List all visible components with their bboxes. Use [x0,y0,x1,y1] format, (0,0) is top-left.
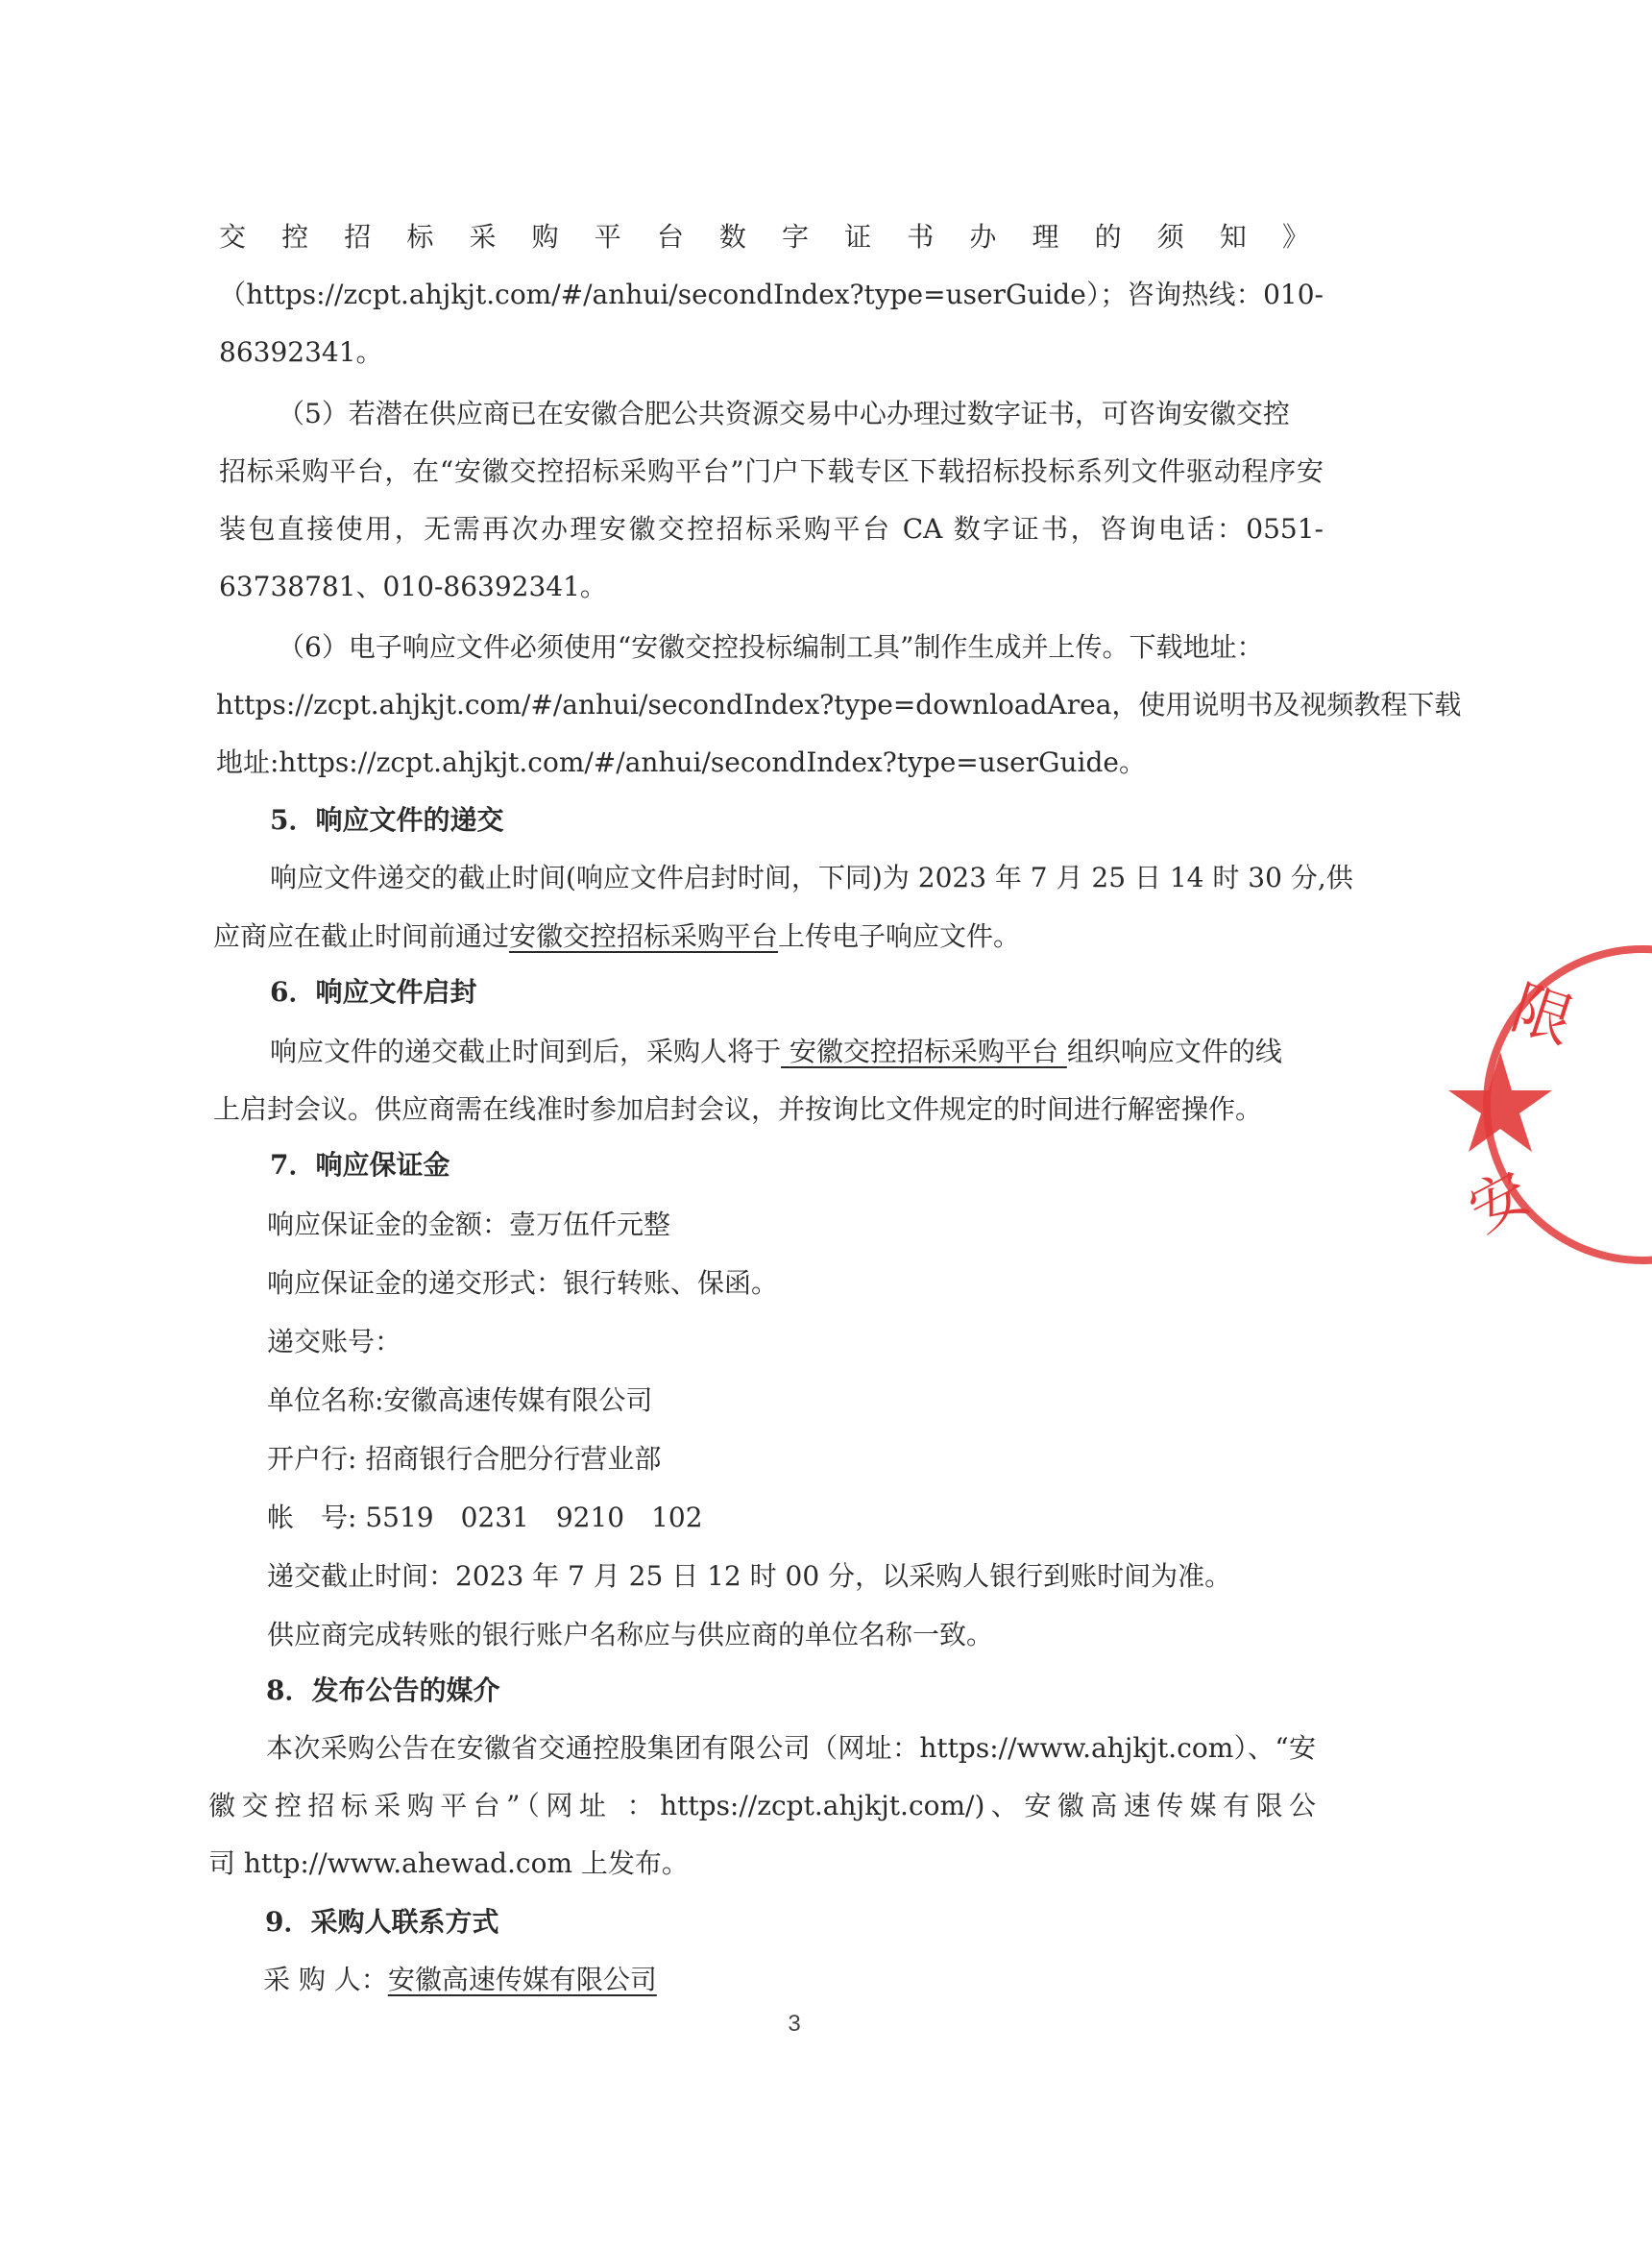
text-line: 开户行: 招商银行合肥分行营业部 [267,1443,662,1475]
text-line: 单位名称:安徽高速传媒有限公司 [267,1384,653,1416]
section-heading: 5．响应文件的递交 [270,804,504,836]
text-line: 上启封会议。供应商需在线准时参加启封会议，并按询比文件规定的时间进行解密操作。 [213,1093,1263,1125]
company-seal [1458,937,1589,1283]
text-line: （6）电子响应文件必须使用“安徽交控投标编制工具”制作生成并上传。下载地址： [278,631,1264,663]
text-line: 63738781、010-86392341。 [219,571,607,602]
text-line: 徽交控招标采购平台”（网址 ：https://zcpt.ahjkjt.com/)、安徽高速传媒有限公 [208,1790,1316,1821]
text-run: 应商应在截止时间前通过 [213,920,510,952]
section-heading: 8．发布公告的媒介 [266,1674,500,1706]
text-line: 86392341。 [219,336,383,368]
text-line: 地址:https://zcpt.ahjkjt.com/#/anhui/secondIndex?type=userGuide。 [216,746,1146,778]
text-line: 本次采购公告在安徽省交通控股集团有限公司（网址：https://www.ahjkjt.com）、“安 [266,1732,1316,1764]
section-heading: 6．响应文件启封 [270,976,477,1008]
text-line: 司 http://www.ahewad.com 上发布。 [208,1847,689,1879]
purchaser-name-underlined: 安徽高速传媒有限公司 [387,1964,657,1995]
section-heading: 9．采购人联系方式 [265,1906,499,1938]
text-line: 招标采购平台，在“安徽交控招标采购平台”门户下载专区下载招标投标系列文件驱动程序安 [219,455,1324,487]
text-line: 帐 号: 5519 0231 9210 102 [267,1502,703,1533]
platform-name-underlined: 安徽交控招标采购平台 [509,920,779,952]
text-line: 响应保证金的递交形式：银行转账、保函。 [267,1267,779,1299]
text-run: 上传电子响应文件。 [778,920,1021,952]
text-run: 采 购 人： [263,1964,388,1995]
text-line: （https://zcpt.ahjkjt.com/#/anhui/secondIndex?type=userGuide）；咨询热线：010- [219,279,1324,310]
text-line: 交控招标采购平台数字证书办理的须知》 [219,221,1309,253]
platform-name-underlined: 安徽交控招标采购平台 [781,1036,1067,1067]
text-line: 响应文件递交的截止时间(响应文件启封时间，下同)为 2023 年 7 月 25 日 14 时 30 分,供 [270,862,1353,893]
section-heading: 7．响应保证金 [270,1149,450,1181]
text-line: 供应商完成转账的银行账户名称应与供应商的单位名称一致。 [267,1619,994,1650]
page-number: 3 [788,2011,801,2037]
text-line: 装包直接使用，无需再次办理安徽交控招标采购平台 CA 数字证书，咨询电话：0551- [219,513,1324,545]
text-line [270,1033,1282,1071]
text-line: 递交账号： [267,1326,402,1357]
text-line [213,917,1020,956]
text-line: https://zcpt.ahjkjt.com/#/anhui/secondIndex?type=downloadArea，使用说明书及视频教程下载 [216,689,1462,721]
text-run: 响应文件的递交截止时间到后，采购人将于 [270,1036,782,1067]
seal-stamp-icon [1458,937,1652,1283]
text-line: 递交截止时间：2023 年 7 月 25 日 12 时 00 分，以采购人银行到账时间为准。 [267,1560,1232,1592]
text-line [263,1961,657,1999]
text-line: （5）若潜在供应商已在安徽合肥公共资源交易中心办理过数字证书，可咨询安徽交控 [278,398,1290,429]
seal-text: 限 [1503,971,1582,1058]
text-run: 组织响应文件的线 [1066,1036,1282,1067]
text-line: 响应保证金的金额：壹万伍仟元整 [267,1209,671,1240]
seal-text: 安 [1458,1159,1542,1246]
